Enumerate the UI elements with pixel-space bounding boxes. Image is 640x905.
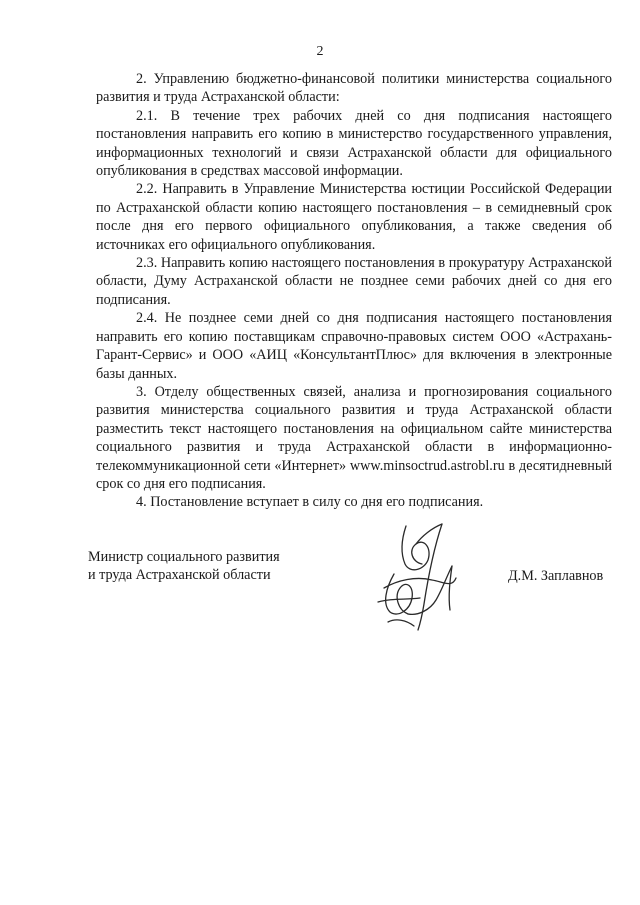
signatory-title-line-2: и труда Астраханской области <box>88 567 271 584</box>
page-number: 2 <box>316 44 324 59</box>
signatory-name: Д.М. Заплавнов <box>508 568 604 584</box>
paragraph-2-3: 2.3. Направить копию настоящего постановления в прокуратуру Астраханской области, Думу Астраханской области не позднее семи рабочих дней со дня его подписания. <box>96 255 612 308</box>
paragraph-3: 3. Отделу общественных связей, анализа и прогнозирования социального развития министерства социального развития и труда Астраханской области разместить текст настоящего постановления на официальном сайте министерства социального развития и труда Астраханской области в информационно-телекоммуникационной сети «Интернет» www.minsoctrud.astrobl.ru в десятидневный срок со дня его подписания. <box>96 383 612 492</box>
paragraph-2-4: 2.4. Не позднее семи дней со дня подписания настоящего постановления направить его копию поставщикам справочно-правовых систем ООО «Астрахань-Гарант-Сервис» и ООО «АИЦ «КонсультантПлюс» для включения в электронные базы данных. <box>96 310 612 382</box>
document-body <box>96 70 612 512</box>
signatory-title-line-1: Министр социального развития <box>88 549 280 565</box>
paragraph-2: 2. Управлению бюджетно-финансовой политики министерства социального развития и труда Астраханской области: <box>96 71 612 106</box>
paragraph-4: 4. Постановление вступает в силу со дня его подписания. <box>136 494 484 511</box>
signatory-title <box>88 548 280 585</box>
paragraph-2-2: 2.2. Направить в Управление Министерства юстиции Российской Федерации по Астраханской области копию настоящего постановления – в семидневный срок после дня его первого официального опубликования, а также сведения об источниках его официального опубликования. <box>96 181 612 253</box>
handwritten-signature <box>372 518 468 634</box>
paragraph-2-1: 2.1. В течение трех рабочих дней со дня подписания настоящего постановления направить его копию в министерство государственного управления, информационных технологий и связи Астраханской области для официального опубликования в средствах массовой информации. <box>96 107 612 180</box>
